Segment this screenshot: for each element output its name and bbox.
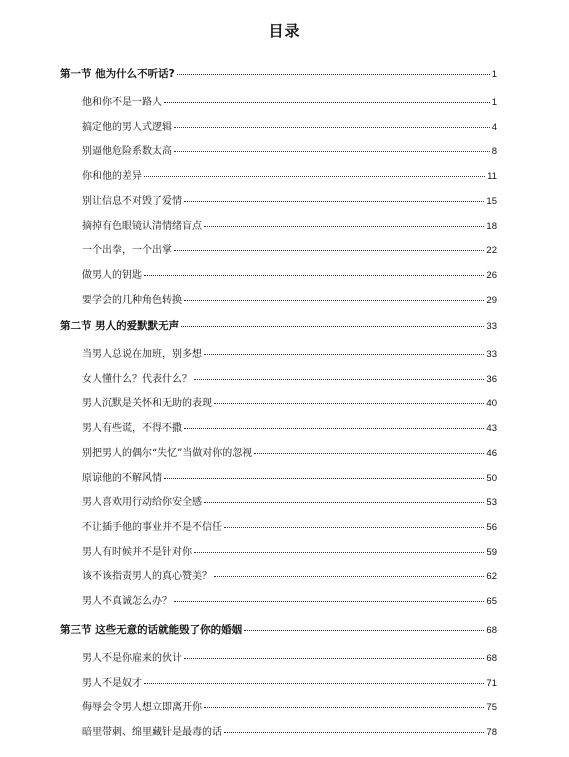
toc-page-number: 53 — [486, 497, 497, 509]
toc-page-number: 15 — [486, 195, 497, 207]
dot-leader — [184, 658, 484, 659]
dot-leader — [174, 250, 484, 251]
toc-entry-label: 男人不真诚怎么办？ — [82, 596, 172, 607]
toc-entry-label: 当男人总说在加班，别多想 — [82, 349, 202, 360]
toc-page-number: 71 — [486, 677, 497, 689]
dot-leader — [144, 683, 484, 684]
toc-entry-label: 别让信息不对毁了爱情 — [82, 195, 182, 207]
toc-entry[interactable] — [82, 567, 497, 582]
dot-leader — [204, 226, 484, 227]
toc-entry[interactable] — [82, 592, 497, 607]
dot-leader — [164, 102, 490, 103]
toc-section-label: 第三节 这些无意的话就能毁了你的婚姻 — [60, 624, 243, 636]
dot-leader — [184, 201, 484, 202]
toc-entry[interactable] — [82, 192, 497, 207]
dot-leader — [164, 478, 484, 479]
toc-page-number: 65 — [486, 596, 497, 607]
toc-entry-label: 一个出拳，一个出掌 — [82, 245, 172, 257]
dot-leader — [214, 576, 484, 577]
toc-entry[interactable] — [82, 674, 497, 689]
toc-page-number: 1 — [491, 69, 497, 80]
toc-section-label: 第二节 男人的爱默默无声 — [60, 320, 180, 332]
toc-page-number: 1 — [491, 97, 497, 108]
toc-entry-label: 摘掉有色眼镜认清情绪盲点 — [82, 220, 202, 232]
dot-leader — [204, 502, 484, 503]
toc-section-3[interactable] — [60, 622, 497, 637]
dot-leader — [174, 151, 490, 152]
toc-entry[interactable] — [82, 698, 497, 713]
toc-entry-label: 男人沉默是关怀和无助的表现 — [82, 398, 212, 410]
toc-entry-label: 男人不是奴才 — [82, 677, 142, 689]
toc-page-number: 75 — [486, 702, 497, 714]
toc-entry-label: 该不该指责男人的真心赞美？ — [82, 571, 212, 583]
dot-leader — [144, 275, 484, 276]
toc-page-number: 36 — [486, 373, 497, 385]
toc-entry[interactable] — [82, 723, 497, 738]
toc-entry[interactable] — [82, 345, 497, 360]
toc-entry-label: 别逼他危险系数太高 — [82, 146, 172, 158]
toc-entry-label: 不让插手他的事业并不是不信任 — [82, 521, 222, 533]
toc-entry[interactable] — [82, 142, 497, 157]
toc-page-number: 33 — [486, 349, 497, 360]
dot-leader — [177, 74, 490, 75]
toc-entry[interactable] — [82, 93, 497, 108]
dot-leader — [224, 527, 484, 528]
toc-page-number: 50 — [486, 472, 497, 484]
dot-leader — [194, 552, 484, 553]
toc-section-1[interactable] — [60, 66, 497, 81]
toc-page-number: 8 — [491, 146, 497, 158]
toc-entry-label: 暗里带刺、绵里藏针是最毒的话 — [82, 727, 222, 739]
toc-entry[interactable] — [82, 167, 497, 182]
dot-leader — [214, 403, 484, 404]
dot-leader — [184, 300, 484, 301]
toc-section-2[interactable] — [60, 318, 497, 333]
toc-page-number: 78 — [486, 727, 497, 739]
toc-entry-label: 原谅他的不解风情 — [82, 472, 162, 484]
toc-page-number: 11 — [487, 171, 497, 183]
toc-entry[interactable] — [82, 291, 497, 306]
toc-entry-label: 男人有些谎，不得不撒 — [82, 423, 182, 435]
toc-entry-label: 男人不是你雇来的伙计 — [82, 653, 182, 664]
toc-entry[interactable] — [82, 469, 497, 484]
toc-entry[interactable] — [82, 118, 497, 133]
toc-entry-label: 要学会的几种角色转换 — [82, 294, 182, 306]
toc-page-number: 68 — [486, 625, 497, 636]
toc-entry[interactable] — [82, 493, 497, 508]
toc-page-number: 43 — [486, 423, 497, 435]
toc-entry-label: 他和你不是一路人 — [82, 97, 162, 108]
toc-entry-label: 侮辱会令男人想立即离开你 — [82, 702, 202, 714]
toc-page-number: 33 — [486, 321, 497, 332]
toc-page-number: 4 — [491, 121, 497, 133]
toc-entry[interactable] — [82, 518, 497, 533]
toc-page-number: 46 — [486, 447, 497, 459]
dot-leader — [244, 630, 484, 631]
toc-entry-label: 别把男人的偶尔“失忆”当做对你的忽视 — [82, 447, 253, 459]
dot-leader — [174, 127, 490, 128]
dot-leader — [194, 379, 484, 380]
toc-page-number: 62 — [486, 571, 497, 583]
toc-entry-label: 女人懂什么？代表什么？ — [82, 373, 192, 385]
dot-leader — [204, 354, 484, 355]
dot-leader — [181, 326, 484, 327]
dot-leader — [224, 732, 484, 733]
toc-entry[interactable] — [82, 217, 497, 232]
toc-entry-label: 做男人的钥匙 — [82, 269, 142, 281]
page-title: 目录 — [268, 22, 301, 40]
toc-entry[interactable] — [82, 419, 497, 434]
toc-section-label: 第一节 他为什么不听话? — [60, 68, 175, 80]
toc-entry[interactable] — [82, 394, 497, 409]
toc-entry[interactable] — [82, 241, 497, 256]
toc-page-number: 59 — [486, 546, 497, 558]
toc-page-number: 68 — [486, 653, 497, 664]
toc-page-number: 18 — [486, 220, 497, 232]
toc-entry[interactable] — [82, 444, 497, 459]
toc-page-number: 29 — [486, 294, 497, 306]
toc-entry[interactable] — [82, 370, 497, 385]
toc-page-number: 26 — [486, 269, 497, 281]
toc-page-number: 40 — [486, 398, 497, 410]
toc-page-number: 56 — [486, 521, 497, 533]
toc-entry-label: 男人有时候并不是针对你 — [82, 546, 192, 558]
toc-entry[interactable] — [82, 266, 497, 281]
toc-entry-label: 搞定他的男人式逻辑 — [82, 121, 172, 133]
toc-entry-label: 你和他的差异 — [82, 171, 142, 183]
toc-page-number: 22 — [486, 245, 497, 257]
dot-leader — [254, 453, 484, 454]
dot-leader — [174, 601, 484, 602]
toc-entry[interactable] — [82, 649, 497, 664]
dot-leader — [144, 176, 485, 177]
toc-entry-label: 男人喜欢用行动给你安全感 — [82, 497, 202, 509]
dot-leader — [184, 428, 484, 429]
dot-leader — [204, 707, 484, 708]
toc-entry[interactable] — [82, 543, 497, 558]
